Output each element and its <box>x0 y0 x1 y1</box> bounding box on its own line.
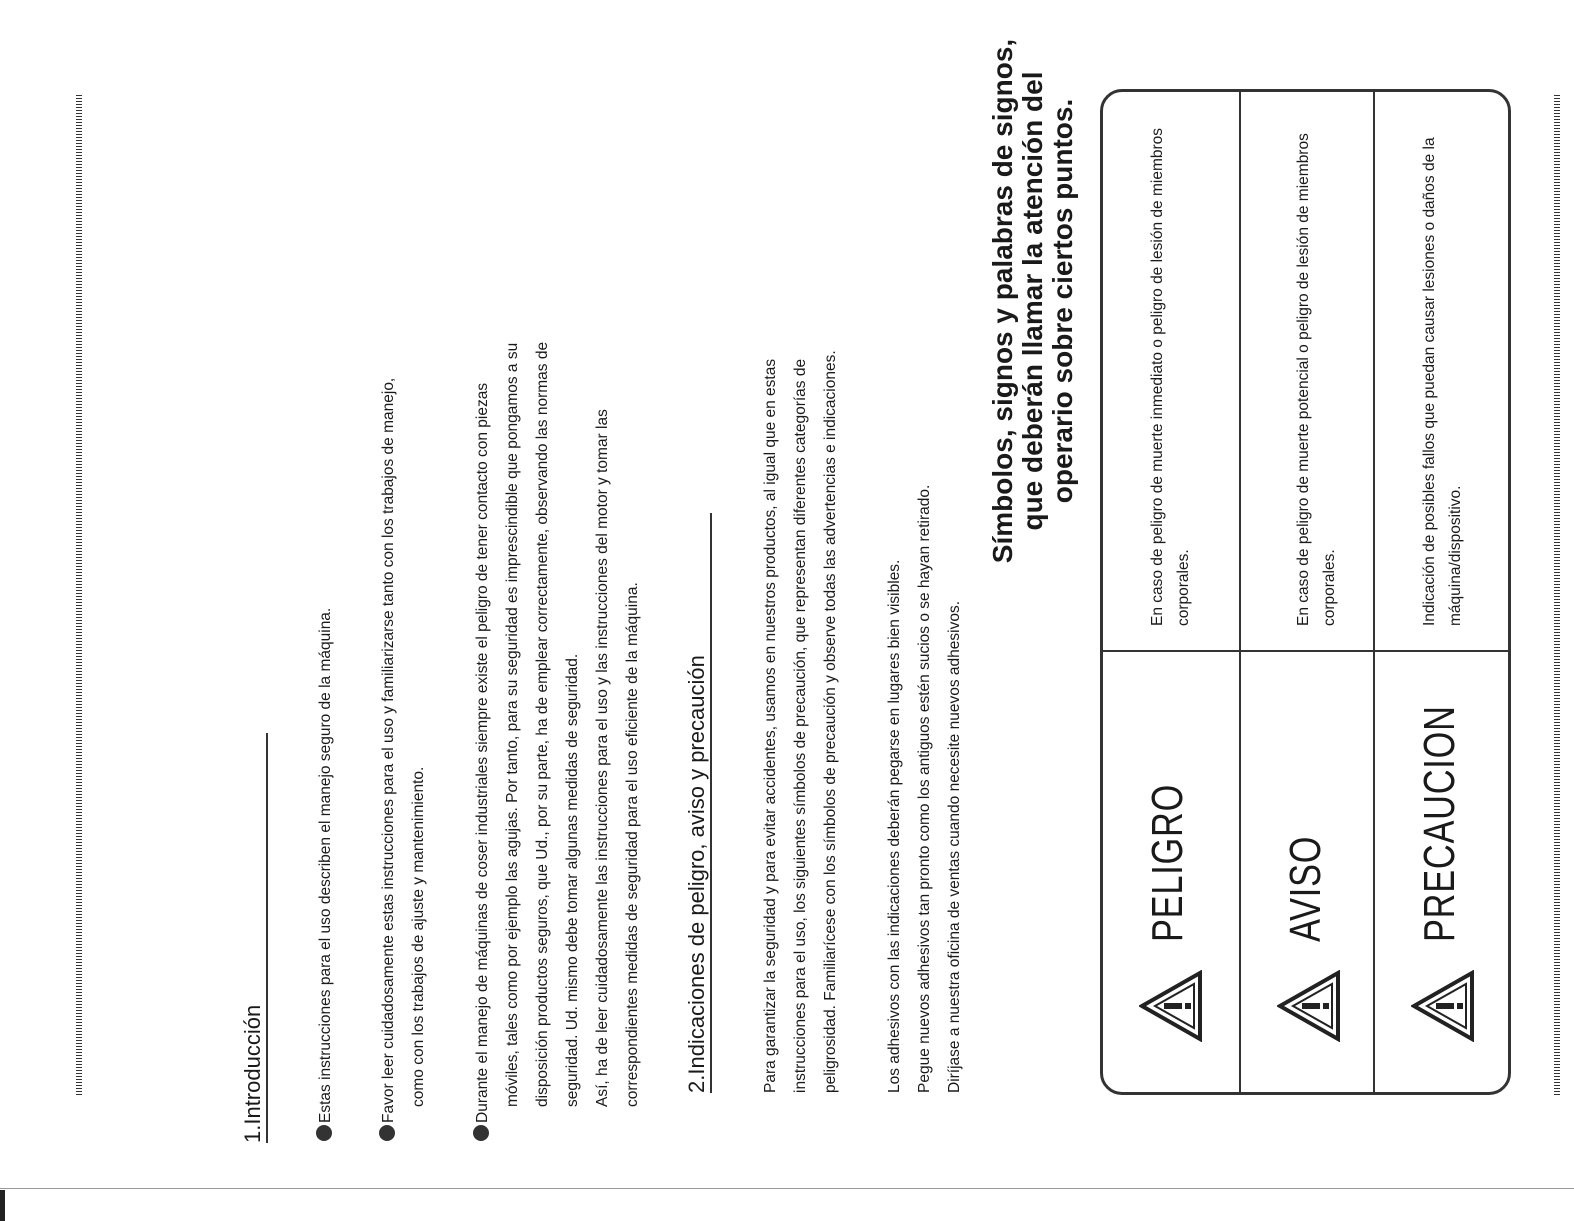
table-row-peligro <box>1103 92 1239 1092</box>
intro-paragraph-3: Durante el manejo de máquinas de coser industriales siempre existe el peligro de tener contacto con piezas móviles, tales como por ejemplo las agujas. Por tanto, para su seguridad es imprescindible que pongamos a su disposición productos seguros, que Ud., por su parte, ha de emplear correctamente, observando las normas de seguridad. Ud. mismo debe tomar algunas medidas de seguridad. Así, ha de leer cuidadosamente las instrucciones para el uso y las instrucciones del motor y tomar las correspondientes medidas de seguridad para el uso eficiente de la máquina. <box>468 342 648 1141</box>
table-row-precaucion <box>1373 92 1510 1092</box>
signal-cell <box>1103 650 1239 1092</box>
signal-word: PELIGRO <box>1143 783 1192 942</box>
section2-heading: 2.Indicaciones de peligro, aviso y precaución <box>684 655 709 1093</box>
table-row-aviso <box>1239 92 1375 1092</box>
bullet-icon <box>316 1125 332 1141</box>
signal-cell <box>1375 650 1510 1092</box>
signal-cell <box>1241 650 1375 1092</box>
intro-heading-block <box>240 733 268 1143</box>
section2-heading-block <box>684 513 712 1093</box>
bullet-icon <box>473 1125 489 1141</box>
signal-word: PRECAUCION <box>1415 705 1464 942</box>
signal-description: Indicación de posibles fallos que puedan causar lesiones o daños de la máquina/dispositivo. <box>1421 137 1464 626</box>
intro-paragraph-2: Favor leer cuidadosamente estas instrucciones para el uso y familiarizarse tanto con los trabajos de manejo, como con los trabajos de ajuste y mantenimiento. <box>374 378 434 1141</box>
warning-triangle-icon <box>1411 970 1475 1042</box>
signal-word: AVISO <box>1281 835 1330 942</box>
section2-paragraph-2: Los adhesivos con las indicaciones deberán pegarse en lugares bien visibles. Pegue nuevos adhesivos tan pronto como los antiguos estén sucios o se hayan retirado. Diríjase a nuestra oficina de ventas cuando necesite nuevos adhesivos. <box>886 484 963 1093</box>
bullet-icon <box>379 1125 395 1141</box>
symbols-title: Símbolos, signos y palabras de signos, que deberán llamar la atención del operario sobre ciertos puntos. <box>987 38 1078 564</box>
section2-paragraph-1: Para garantizar la seguridad y para evitar accidentes, usamos en nuestros productos, al igual que en estas instrucciones para el uso, los siguientes símbolos de precaución, que representan diferentes categorías de peligrosidad. Familiarícese con los símbolos de precaución y observe todas las advertencias e indicaciones. <box>762 350 839 1093</box>
intro-heading: 1.Introducción <box>240 1004 265 1143</box>
warning-triangle-icon <box>1277 970 1341 1042</box>
warning-triangle-icon <box>1139 970 1203 1042</box>
signal-description: En caso de peligro de muerte potencial o peligro de lesión de miembros corporales. <box>1295 133 1338 626</box>
signal-words-table <box>1100 89 1511 1095</box>
signal-description: En caso de peligro de muerte inmediato o peligro de lesión de miembros corporales. <box>1149 127 1192 626</box>
intro-paragraph-1: Estas instrucciones para el uso describen el manejo seguro de la máquina. <box>311 608 341 1141</box>
